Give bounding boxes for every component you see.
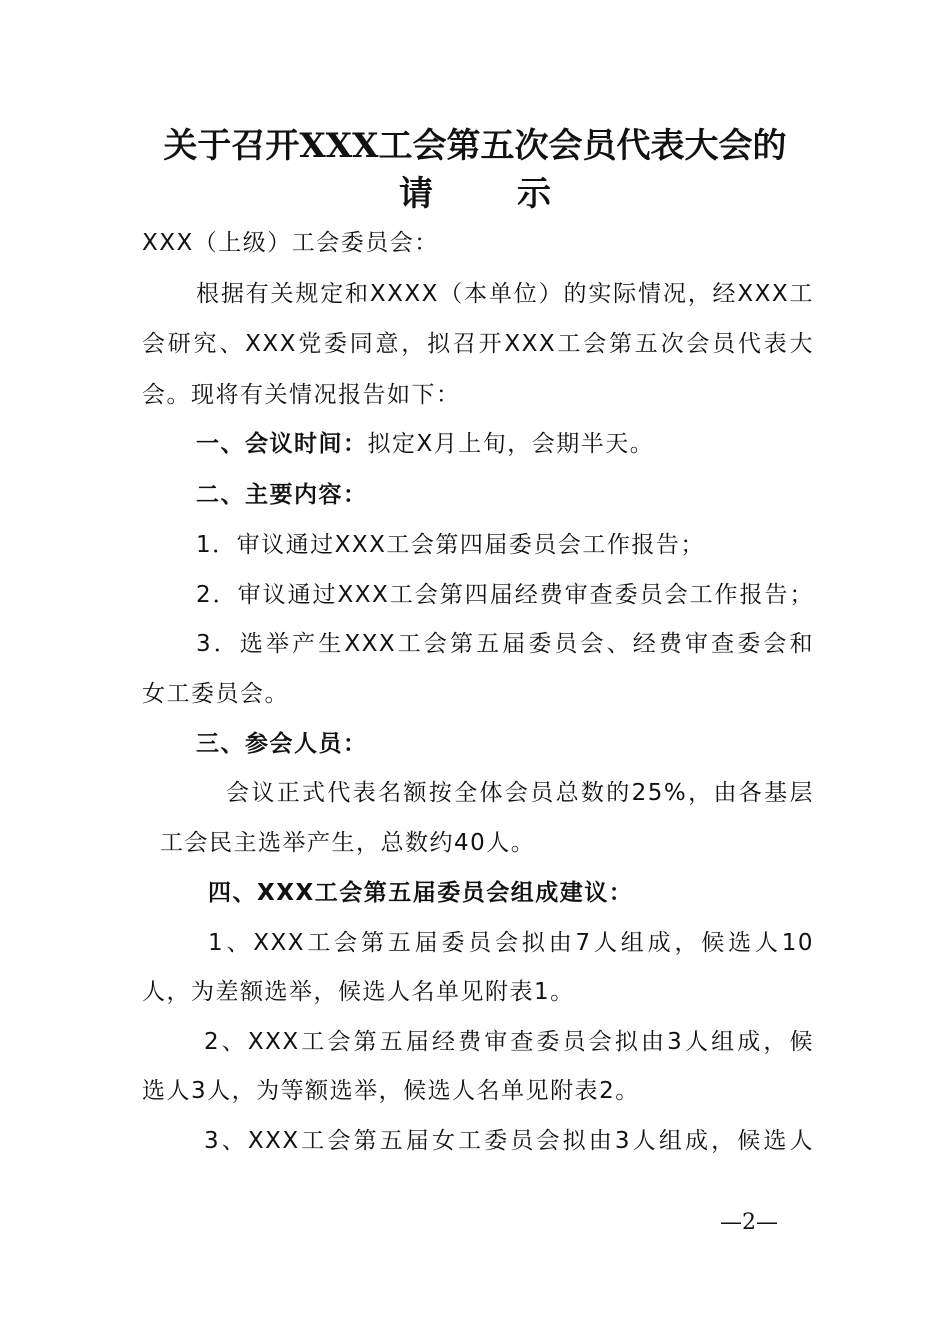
- salutation: XXX（上级）工会委员会：: [142, 230, 439, 256]
- document-title-line-2: 请示: [399, 174, 635, 214]
- page-number: —2—: [720, 1210, 778, 1235]
- intro-line-3: 会。现将有关情况报告如下：: [142, 382, 461, 408]
- section-4-item-1-line-2: 人，为差额选举，候选人名单见附表1。: [142, 979, 575, 1005]
- section-2-item-3-line-1: 3．选举产生XXX工会第五届委员会、经费审查委会和: [196, 631, 814, 657]
- section-1: [142, 427, 814, 461]
- section-3-heading: 三、参会人员：: [196, 731, 368, 757]
- document-title-line-1: 关于召开XXX工会第五次会员代表大会的: [163, 126, 787, 166]
- intro-line-1: 根据有关规定和XXXX（本单位）的实际情况，经XXX工: [196, 281, 814, 307]
- section-4-heading: 四、XXX工会第五届委员会组成建议：: [208, 880, 634, 906]
- section-3-text-line-1: 会议正式代表名额按全体会员总数的25%，由各基层: [226, 780, 814, 806]
- section-3-text-line-2: 工会民主选举产生，总数约40人。: [160, 830, 536, 856]
- section-4-item-1-line-1: 1、XXX工会第五届委员会拟由7人组成，候选人10: [208, 930, 814, 956]
- intro-line-2: 会研究、XXX党委同意，拟召开XXX工会第五次会员代表大: [142, 331, 814, 357]
- section-4-item-3-line-1: 3、XXX工会第五届女工委员会拟由3人组成，候选人: [204, 1128, 814, 1154]
- section-4-item-2-line-1: 2、XXX工会第五届经费审查委员会拟由3人组成，候: [204, 1029, 814, 1055]
- section-2-item-2: 2．审议通过XXX工会第四届经费审查委员会工作报告；: [196, 582, 814, 608]
- section-2-item-3-line-2: 女工委员会。: [142, 681, 289, 707]
- section-2-item-1: 1．审议通过XXX工会第四届委员会工作报告；: [196, 532, 705, 558]
- section-4-item-2-line-2: 选人3人，为等额选举，候选人名单见附表2。: [142, 1078, 640, 1104]
- section-1-heading: 一、会议时间：: [196, 431, 368, 457]
- section-1-text: 拟定X月上旬，会期半天。: [367, 431, 655, 457]
- section-2-heading: 二、主要内容：: [196, 482, 368, 508]
